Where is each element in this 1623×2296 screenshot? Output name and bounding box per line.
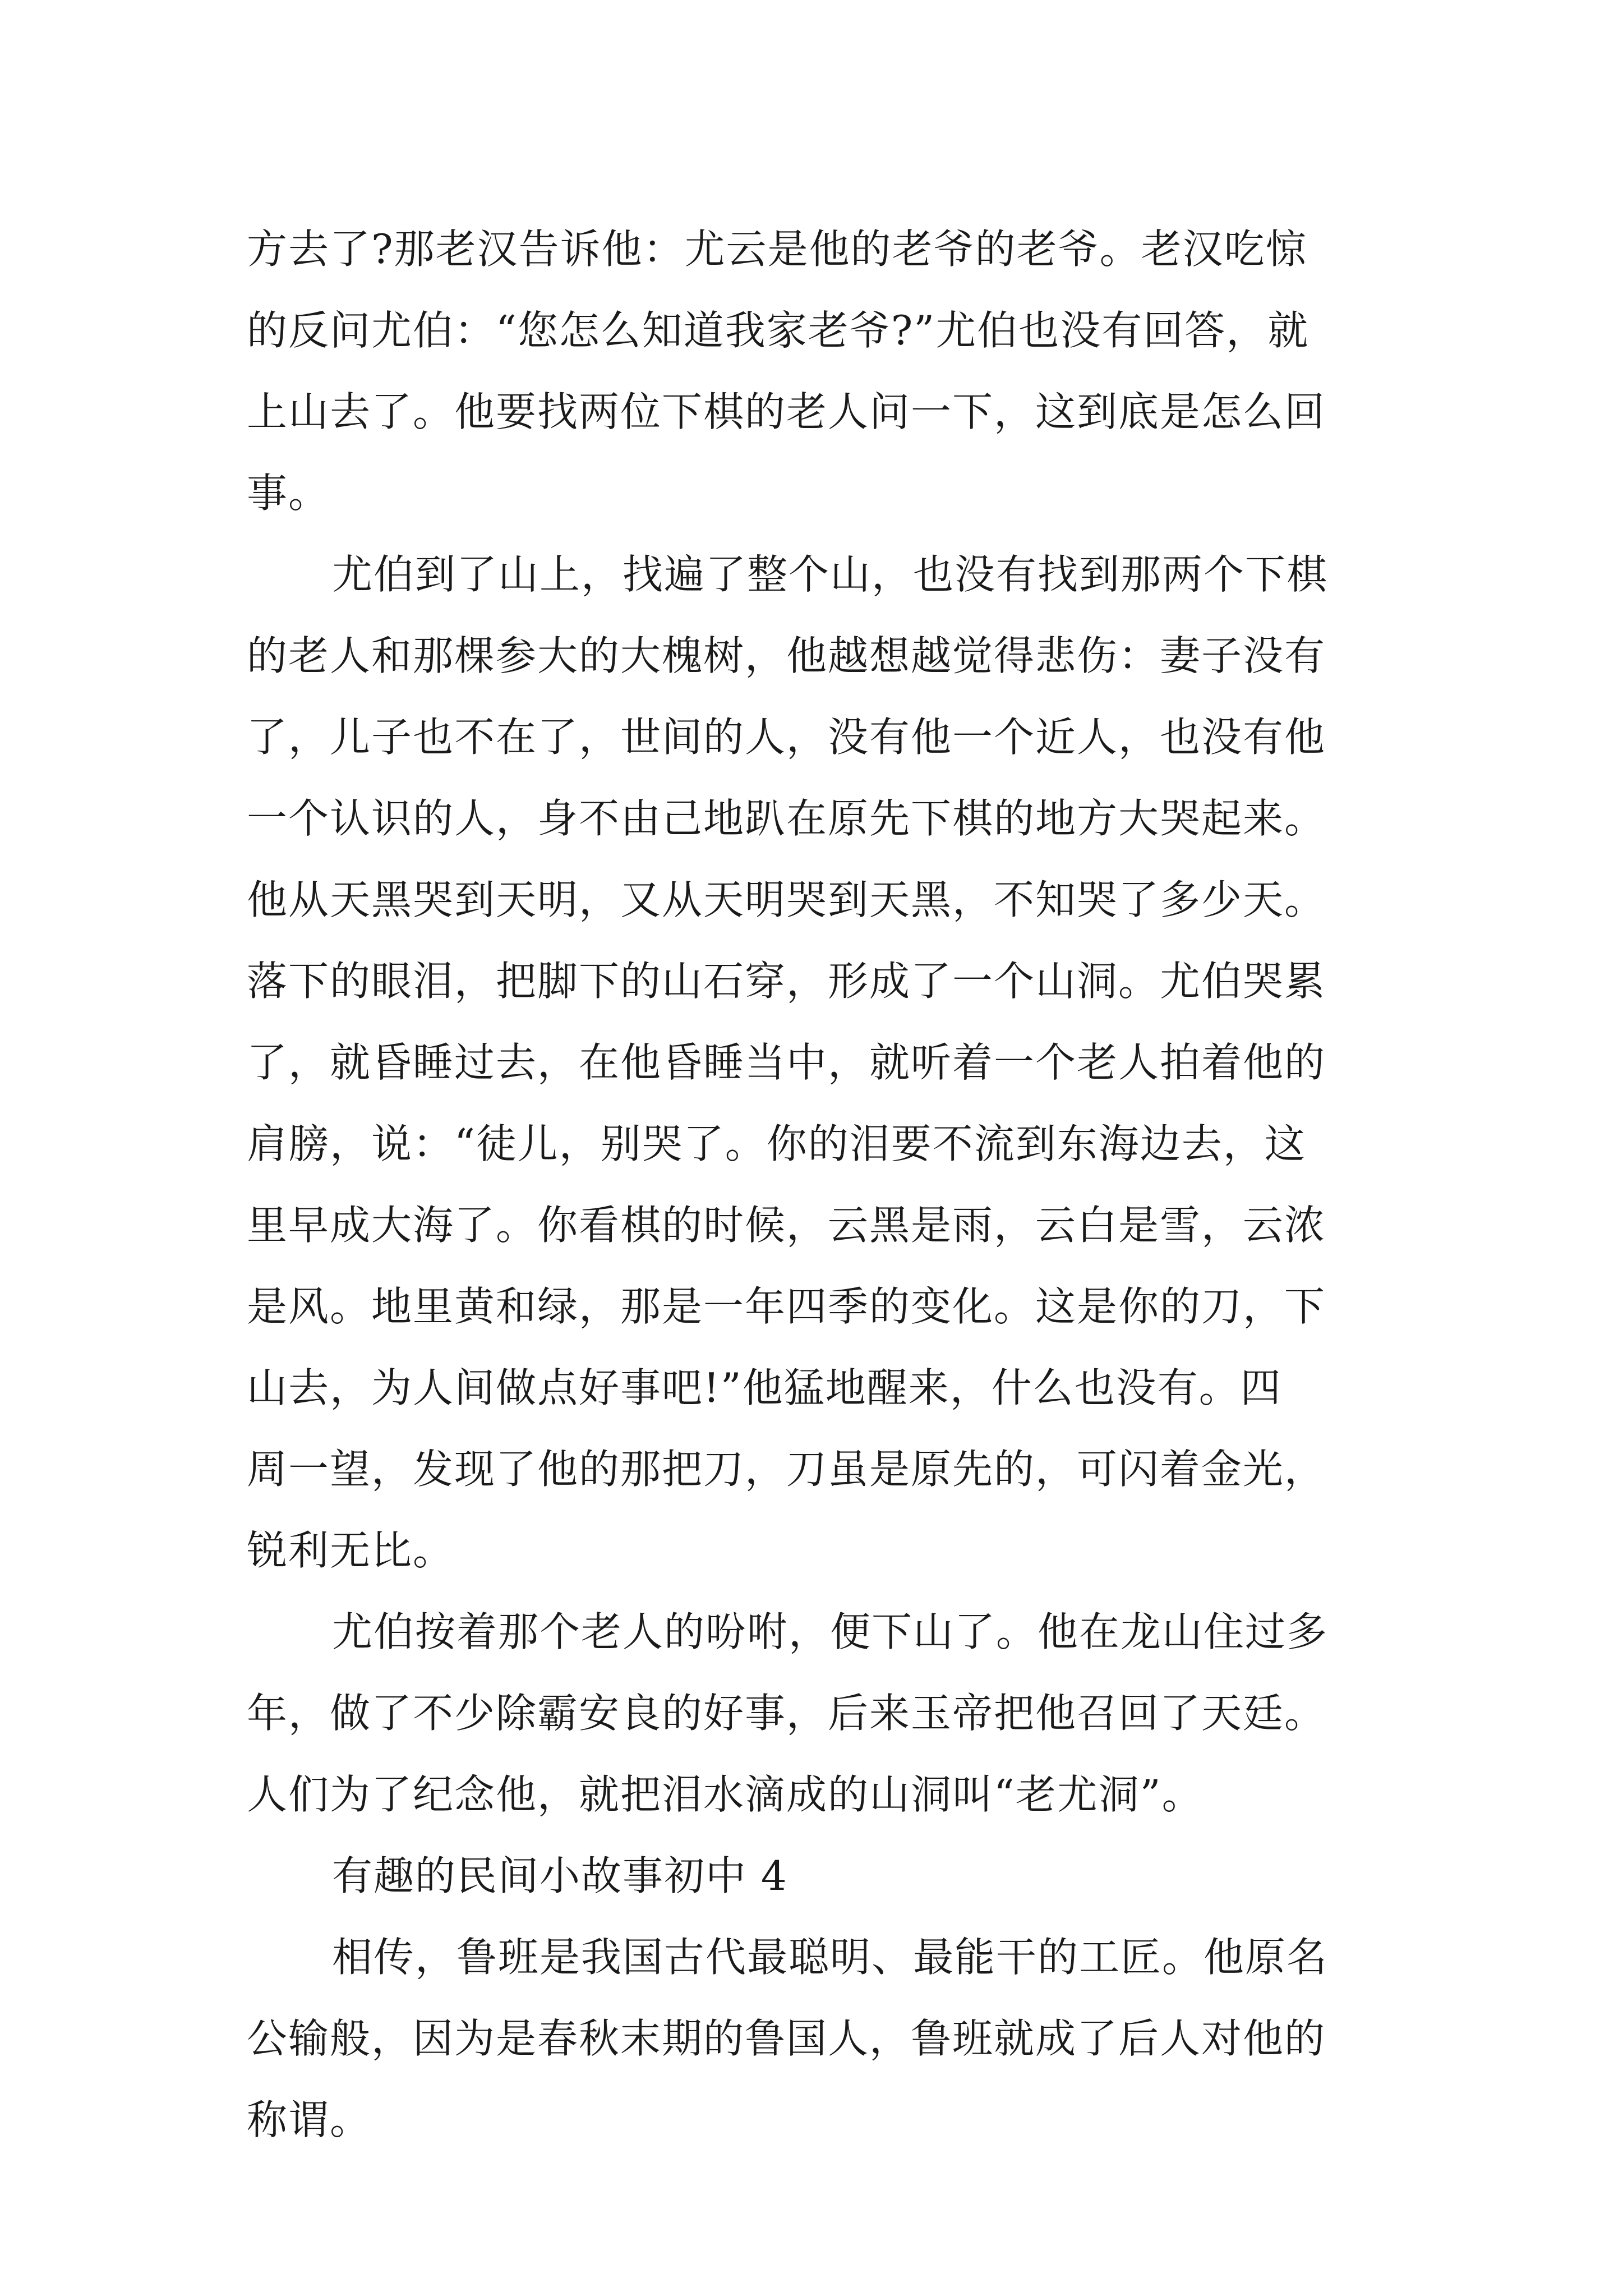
text-line: 肩膀，说：“徒儿，别哭了。你的泪要不流到东海边去，这 [247, 1120, 1306, 1167]
text-line: 锐利无比。 [247, 1527, 455, 1574]
text-line: 的反问尤伯：“您怎么知道我家老爷?”尤伯也没有回答，就 [247, 307, 1310, 354]
text-line: 方去了?那老汉告诉他：尤云是他的老爷的老爷。老汉吃惊 [247, 226, 1307, 273]
text-line: 里早成大海了。你看棋的时候，云黑是雨，云白是雪，云浓 [247, 1202, 1326, 1249]
text-line: 山去，为人间做点好事吧!”他猛地醒来，什么也没有。四 [247, 1364, 1282, 1411]
text-line: 是风。地里黄和绿，那是一年四季的变化。这是你的刀，下 [247, 1283, 1326, 1330]
text-line: 的老人和那棵参大的大槐树，他越想越觉得悲伤：妻子没有 [247, 632, 1326, 679]
text-line: 了，就昏睡过去，在他昏睡当中，就听着一个老人拍着他的 [247, 1039, 1326, 1086]
text-line: 一个认识的人，身不由己地趴在原先下棋的地方大哭起来。 [247, 795, 1326, 842]
text-line: 年，做了不少除霸安良的好事，后来玉帝把他召回了天廷。 [247, 1690, 1326, 1737]
text-line: 公输般，因为是春秋末期的鲁国人，鲁班就成了后人对他的 [247, 2015, 1326, 2062]
text-line: 他从天黑哭到天明，又从天明哭到天黑，不知哭了多少天。 [247, 876, 1326, 923]
text-line: 有趣的民间小故事初中 4 [332, 1852, 788, 1899]
text-line: 尤伯到了山上，找遍了整个山，也没有找到那两个下棋 [332, 551, 1329, 598]
text-line: 相传，鲁班是我国古代最聪明、最能干的工匠。他原名 [332, 1934, 1329, 1981]
text-line: 周一望，发现了他的那把刀，刀虽是原先的，可闪着金光， [247, 1446, 1326, 1493]
text-line: 上山去了。他要找两位下棋的老人问一下，这到底是怎么回 [247, 388, 1326, 435]
text-line: 尤伯按着那个老人的吩咐，便下山了。他在龙山住过多 [332, 1608, 1329, 1655]
text-line: 事。 [247, 470, 330, 517]
text-line: 了，儿子也不在了，世间的人，没有他一个近人，也没有他 [247, 714, 1326, 761]
text-line: 人们为了纪念他，就把泪水滴成的山洞叫“老尤洞”。 [247, 1771, 1204, 1818]
text-line: 落下的眼泪，把脚下的山石穿，形成了一个山洞。尤伯哭累 [247, 958, 1326, 1005]
text-line: 称谓。 [247, 2096, 372, 2143]
body-text [247, 209, 1391, 2161]
